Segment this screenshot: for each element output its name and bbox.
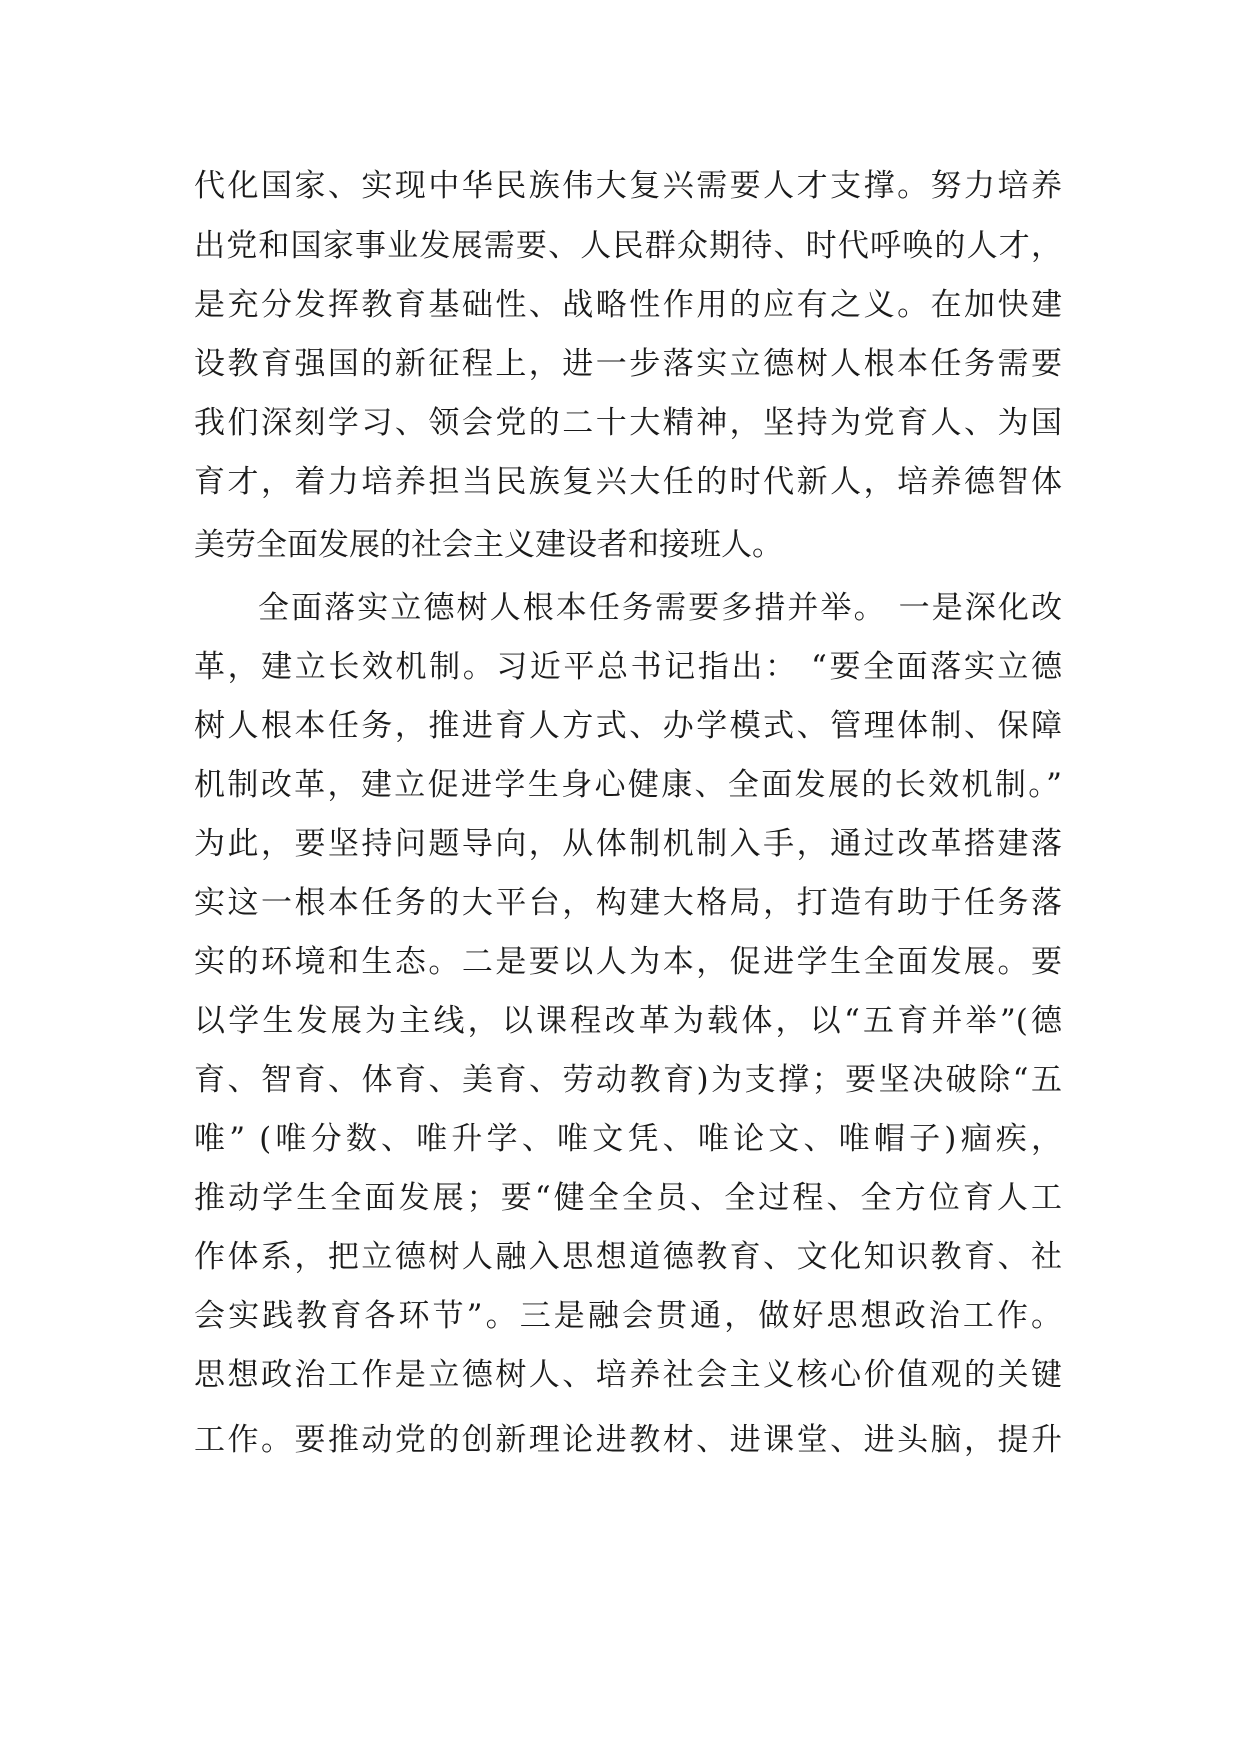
body-text-line: 实的环境和生态。二是要以人为本，促进学生全面发展。要 xyxy=(194,944,1062,980)
body-text-line: 作体系，把立德树人融入思想道德教育、文化知识教育、社 xyxy=(194,1239,1062,1275)
body-text-line: 设教育强国的新征程上，进一步落实立德树人根本任务需要 xyxy=(194,346,1062,382)
body-text-line: 代化国家、实现中华民族伟大复兴需要人才支撑。努力培养 xyxy=(194,168,1062,204)
body-text-line: 育、智育、体育、美育、劳动教育)为支撑；要坚决破除“五 xyxy=(194,1062,1062,1098)
body-text-line: 实这一根本任务的大平台，构建大格局，打造有助于任务落 xyxy=(194,885,1062,921)
body-text-line: 思想政治工作是立德树人、培养社会主义核心价值观的关键 xyxy=(194,1357,1062,1393)
body-text-line: 以学生发展为主线，以课程改革为载体，以“五育并举”(德 xyxy=(194,1003,1062,1039)
body-text-line: 树人根本任务，推进育人方式、办学模式、管理体制、保障 xyxy=(194,708,1062,744)
body-text-line: 工作。要推动党的创新理论进教材、进课堂、进头脑，提升 xyxy=(194,1422,1062,1458)
body-text-line: 为此，要坚持问题导向，从体制机制入手，通过改革搭建落 xyxy=(194,826,1062,862)
paragraph-first-line: 全面落实立德树人根本任务需要多措并举。 一是深化改 xyxy=(258,590,1062,626)
body-text-line: 机制改革，建立促进学生身心健康、全面发展的长效机制。” xyxy=(194,767,1062,803)
body-text-line: 出党和国家事业发展需要、人民群众期待、时代呼唤的人才， xyxy=(194,228,1062,264)
body-text-line: 美劳全面发展的社会主义建设者和接班人。 xyxy=(194,527,783,563)
body-text-line: 会实践教育各环节”。三是融会贯通，做好思想政治工作。 xyxy=(194,1298,1062,1334)
body-text-line: 我们深刻学习、领会党的二十大精神，坚持为党育人、为国 xyxy=(194,405,1062,441)
body-text-line: 革，建立长效机制。习近平总书记指出： “要全面落实立德 xyxy=(194,649,1062,685)
body-text-line: 育才，着力培养担当民族复兴大任的时代新人，培养德智体 xyxy=(194,464,1062,500)
body-text-line: 推动学生全面发展；要“健全全员、全过程、全方位育人工 xyxy=(194,1180,1062,1216)
body-text-line: 是充分发挥教育基础性、战略性作用的应有之义。在加快建 xyxy=(194,287,1062,323)
body-text-line: 唯” (唯分数、唯升学、唯文凭、唯论文、唯帽子)痼疾， xyxy=(194,1121,1062,1157)
